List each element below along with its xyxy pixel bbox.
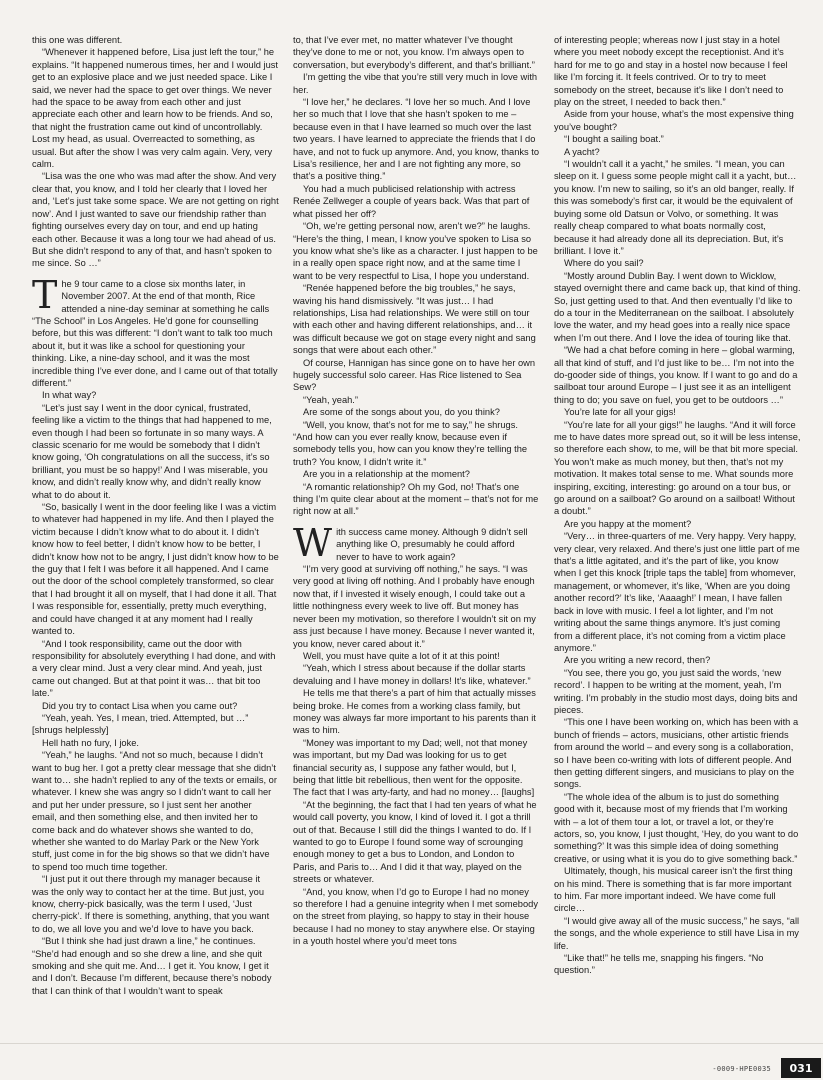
paragraph: [shrugs helplessly] (32, 725, 109, 736)
paragraph: to, that I’ve ever met, no matter whatever I’ve thought they’ve done to me or not, you know. I’m always open to conversation, but everybody’s different, and that’s brilliant.” (293, 35, 535, 70)
paragraph: “I love her,” he declares. “I love her so much. And I love her so much that I love that she hasn’t spoken to me – because even in that I have learned so much over the last two years. I have learned to appreciate the friends that I do have, and not to fuck up anymore. And, you know, thanks to Lisa’s resilience, her and I are not fighting any more, so that’s a positive thing.” (293, 97, 540, 182)
paragraph: You had a much publicised relationship with actress Renée Zellweger a couple of years back. Was that part of what pissed her off? (293, 183, 530, 219)
page-footer (0, 1043, 823, 1080)
paragraph: “You see, there you go, you just said the words, ‘new record’. I happen to be writing at the moment, yeah, I’m writing. I’m probably in the studio most days, doing bits and pieces. (554, 667, 798, 715)
paragraph: “A romantic relationship? Oh my God, no! That’s one thing I’m quite clear about at the moment – that’s not for me right now at all.” (293, 481, 539, 517)
paragraph: “Well, you know, that’s not for me to say,” he shrugs. “And how can you ever really know, because even if somebody tells you, how can you know they’re telling the truth? You know, I didn’t write it.” (293, 419, 528, 467)
paragraph: Well, you must have quite a lot of it at this point! (303, 650, 500, 661)
paragraph: “Let’s just say I went in the door cynical, frustrated, feeling like a victim to the things that had happened to me, even though I had been so fortunate in so many ways. A classic scenario for me would be somebody that I didn’t know going, ‘Oh congratulations on all the success, it’s so brilliant, you must be so happy!’ And I was miserable, you know, and didn’t really know why, and didn’t really know what to do about it. (32, 402, 272, 500)
paragraph: Are you in a relationship at the moment? (303, 469, 470, 480)
paragraph: “You’re late for all your gigs!” he laughs. “And it will force me to have dates more spread out, so it will be less intense, so therefore each show, to me, will be that bit more special. You won’t make as much money, but then, that’s not my motivation. It makes total sense to me. What sounds more inspiring, exciting, interesting: go around on a tour bus, or go around on a sailboat? Go around on a sailboat! Without a doubt.” (554, 419, 801, 517)
paragraph: “We had a chat before coming in here – global warming, all that kind of stuff, and I’d just like to be… I’m not into the do-gooder side of things, you know. If I want to go and do a sailboat tour around Europe – I just see it as an intelligent thing to do; you save on fuel, you get to be outdoors …” (554, 345, 798, 405)
article-body (32, 34, 803, 1044)
section-opening-paragraph (293, 520, 540, 565)
text-column-2 (293, 34, 540, 1044)
paragraph: “Yeah, which I stress about because if the dollar starts devaluing and I have money in dollars! It’s like, whatever.” (293, 663, 531, 686)
paragraph: “The whole idea of the album is to just do something good with it, because most of my friends that I’m working with – a lot of them tour a lot, or travel a lot, or they’re actors, so, you know, I just thought, ‘Hey, do you want to do something?’ It was this simple idea of doing something creative, or using what it is you do to give something back.” (554, 791, 799, 864)
paragraph: “I wouldn’t call it a yacht,” he smiles. “I mean, you can sleep on it. I guess some people might call it a yacht, but… you know. I’m new to sailing, so it’s an old banger, really. If this was somebody’s first car, it would be the equivalent of buying some old Datsun or Volvo, or something. It was really cheap compared to what boats normally cost, because it had already done all its depreciation. But, it’s brilliant. I love it.” (554, 159, 797, 256)
drop-cap: W (293, 520, 333, 565)
paragraph: “At the beginning, the fact that I had ten years of what he would call poverty, you know, I kind of loved it. I got a thrill out of that. Because I still did the things I wanted to do. If I wanted to go to Europe I found some way of scrounging enough money to get a bus to London, and London to Paris, and Paris to… And I did it that way, played on the streets or whatever. (293, 799, 537, 885)
paragraph: “Renée happened before the big troubles,” he says, waving his hand dismissively. “It was just… I had relationships, Lisa had relationships. We were still on tour with each other and having different relationships, and… it was difficult because we got on stage every night and sang songs that were about each other.” (293, 283, 536, 356)
paragraph: “This one I have been working on, which has been with a bunch of friends – actors, musicians, other artistic friends from around the world – and every song is a collaboration, so I have been co-writing with lots of different people. And then getting different singers, and musicians to play on the songs. (554, 717, 799, 790)
paragraph: A yacht? (564, 146, 600, 157)
text-column-3 (554, 34, 801, 1044)
section-opening-paragraph (32, 272, 279, 390)
paragraph: of interesting people; whereas now I just stay in a hotel where you meet nobody except the receptionist. And it’s hard for me to go and stay in a hostel now because I feel like I’m forcing it. It feels contrived. Or to try to meet somebody on the street, because it’s like I don’t need to play on the street, I needed to back then.” (554, 35, 788, 108)
paragraph: I’m getting the vibe that you’re still very much in love with her. (293, 72, 538, 95)
paragraph: Of course, Hannigan has since gone on to have her own hugely successful solo career. Has Rice listened to Sea Sew? (293, 357, 536, 393)
paragraph: He tells me that there’s a part of him that actually misses being broke. He comes from a working class family, but money was always far more important to his parents than it was to him. (293, 688, 536, 736)
paragraph: Where do you sail? (564, 258, 644, 269)
paragraph: “Oh, we’re getting personal now, aren’t we?” he laughs. “Here’s the thing, I mean, I know you’ve spoken to Lisa so you know what she’s like as a character. I just happen to be in a really open space right now, and at the same time I want to be very respectful to Lisa, I hope you understand. (293, 221, 538, 281)
text-column-1 (32, 34, 279, 1044)
paragraph: “But I think she had just drawn a line,” he continues. “She’d had enough and so she drew a line, and she quit smoking and she quit me. And… I get it. You know, I get it and I don’t. Because I’m different, because there’s nobody that I can think of that I wouldn’t want to speak (32, 936, 272, 996)
footer-code: -0009-HPE0035 (712, 1065, 771, 1073)
paragraph: “I bought a sailing boat.” (564, 134, 664, 145)
paragraph: “Mostly around Dublin Bay. I went down to Wicklow, stayed overnight there and came back up, that kind of thing. So, just getting used to that. And then eventually I’d like to do a tour in the Mediterranean on the sailboat. I absolutely love the water, and my head goes into a really nice space when I’m out there. And I love the idea of touring like that. (554, 270, 801, 343)
paragraph: “I’m very good at surviving off nothing,” he says. “I was very good at living off nothing. And I probably have enough now that, if I invested it wisely enough, I could take out a little nothingness every week to live off. But money has never been my motivation, so therefore I wouldn’t sit on my ass just because I have money. Because I never wanted it, you know, never cared about it.” (293, 564, 536, 649)
paragraph: Aside from your house, what’s the most expensive thing you’ve bought? (554, 109, 794, 132)
paragraph: You’re late for all your gigs! (564, 407, 676, 418)
paragraph: “I would give away all of the music success,” he says, “all the songs, and the whole experience to still have Lisa in my life. (554, 915, 800, 951)
paragraph: “Lisa was the one who was mad after the show. And very clear that, you know, and I told her clearly that I loved her and, ‘Let’s just take some space. We are not getting on right now’. And I just wanted to save our friendship rather than fighting ourselves every day on tour, and end up hating each other. Because it was a long tour we had ahead of us. But she didn’t respond to any of that, and hasn’t spoken to me since. So …” (32, 171, 279, 269)
paragraph: “Very… in three-quarters of me. Very happy. Very happy, very clear, very relaxed. And there’s just one little part of me that’s a little agitated, and it’s the part of like, you know when I get this knock [triple taps the table] from whomever, management, or whomever, it’s like, ‘When are you doing another record?’ It’s like, ‘Aaaagh!’ I mean, I have fallen back in love with music. I feel a lot lighter, and I’m not writing about the same things anymore. It’s just coming from a different place, it’s not coming from a victim place anymore.” (554, 531, 800, 653)
paragraph: this one was different. (32, 35, 123, 45)
paragraph: Are you happy at the moment? (564, 518, 692, 529)
paragraph: “Whenever it happened before, Lisa just left the tour,” he explains. “It happened numerous times, her and I would just get to an explosive place and we just needed space. Like I said, we never had the space to get over things. We never had the space to be away from each other and just appreciate each other and learn how to be friends. And so, that night the frustration came out kind of uncontrollably. Lost my head, as usual. Overreacted to something, as usual. But after the show I was very calm again. Very, very calm. (32, 47, 278, 170)
paragraph: Ultimately, though, his musical career isn’t the first thing on his mind. There is something that is far more important to him. Far more important indeed. We have come full circle… (554, 866, 793, 914)
paragraph: “And, you know, when I’d go to Europe I had no money so therefore I had a genuine integrity when I met somebody on the street from playing, so happy to stay in their house because I had no money to stay anywhere else. Or staying in a youth hostel where you’d meet tons (293, 886, 538, 947)
paragraph: “Yeah, yeah.” (303, 394, 358, 405)
paragraph-text: he 9 tour came to a close six months later, in November 2007. At the end of that month, Rice attended a nine-day seminar at something he calls “The School” in Los Angeles. He’d gone for counselling before, but this was different: “I don’t want to talk too much about it, but it was like a school for questioning your thinking. Like, a nine-day school, and it was the most incredible thing I’ve ever done, and I came out of that totally different.” (32, 278, 278, 388)
paragraph: Hell hath no fury, I joke. (42, 737, 139, 748)
drop-cap: T (32, 272, 58, 317)
paragraph: “I just put it out there through my manager because it was the only way to contact her at the time. But just, you know, cherry-pick basically, was the term I used, ‘Just cherry-pick’. If there is something, anything, that you want to do, we all love you and we’d love to have you back. (32, 874, 270, 934)
paragraph: “Money was important to my Dad; well, not that money was important, but my Dad was looking for us to get financial security as, I suppose any father would, but I, being that little bit rebellious, then went for the opposite. The fact that I was arty-farty, and had no money… [laughs] (293, 737, 535, 798)
paragraph: “Like that!” he tells me, snapping his fingers. “No question.” (554, 953, 764, 976)
paragraph-text: ith success came money. Although 9 didn’t sell anything like O, presumably he could afford never to have to work again? (336, 526, 528, 562)
paragraph: In what way? (42, 390, 97, 401)
paragraph: “Yeah, yeah. Yes, I mean, tried. Attempted, but …” (42, 712, 249, 723)
page-number: 031 (781, 1058, 821, 1078)
paragraph: “And I took responsibility, came out the door with responsibility for absolutely everything I had done, and with a very clear mind. Just a very clear mind. And yeah, just came out changed. But at that point it was… that bit too late.” (32, 638, 276, 699)
paragraph: Are you writing a new record, then? (564, 655, 711, 666)
paragraph: “Yeah,” he laughs. “And not so much, because I didn’t want to bug her. I got a pretty clear message that she didn’t want to… she hadn’t replied to any of the texts or emails, or whatever. I knew she was angry so I didn’t want to call her and put her under pressure, so I just sent her another email, and then something else, and then invited her to come back and do whatever shows she wanted to do, whether she wanted to do Marlay Park or the New York stuff, just come in for the big shows so that we didn’t have to spend too much time together. (32, 750, 277, 872)
paragraph: Are some of the songs about you, do you think? (303, 407, 500, 418)
paragraph: “So, basically I went in the door feeling like I was a victim to whatever had happened in my life. And then I played the victim because I didn’t know what to do about it. I didn’t know how to feel better, I didn’t know how to be better, I didn’t know how not to be angry, I just didn’t know how to be the guy that I felt I was before it all happened. And I came out the door of the school completely transformed, so clear that I had brought it all on myself, that I had done it all. That I was responsible for, essentially, pretty much everything, and could have changed it at any moment had I really wanted to. (32, 502, 279, 637)
paragraph: Did you try to contact Lisa when you came out? (42, 700, 238, 711)
